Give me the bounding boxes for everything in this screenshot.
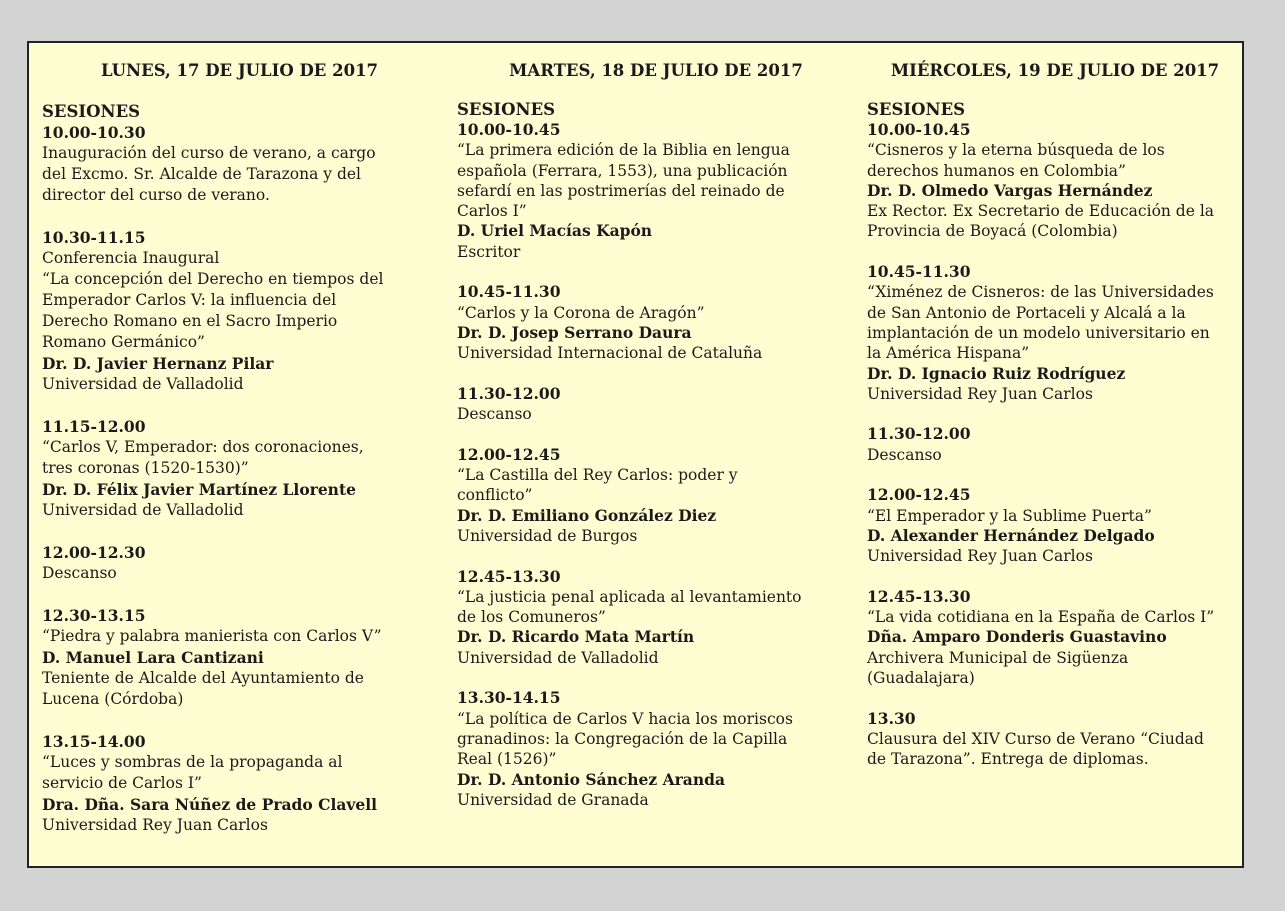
session-title-line: “Cisneros y la eterna búsqueda de los <box>867 141 1165 160</box>
speaker-affiliation: Universidad de Burgos <box>457 526 638 545</box>
session-time: 11.15-12.00 <box>42 417 146 436</box>
speaker-affiliation: Teniente de Alcalde del Ayuntamiento de <box>42 669 364 687</box>
session-title-line: derechos humanos en Colombia” <box>867 161 1126 180</box>
session-time: 12.30-13.15 <box>42 606 146 625</box>
speaker-name: Dr. D. Ignacio Ruiz Rodríguez <box>867 363 1126 383</box>
session-title-line: de San Antonio de Portaceli y Alcalá a la <box>867 303 1186 322</box>
speaker-affiliation: Universidad Internacional de Cataluña <box>457 344 763 363</box>
speaker-affiliation: Universidad Rey Juan Carlos <box>867 384 1093 403</box>
speaker-name: D. Uriel Macías Kapón <box>457 221 653 241</box>
session-entry <box>42 605 437 710</box>
session-title-line: Conferencia Inaugural <box>42 249 220 267</box>
session-title-line: conflicto” <box>457 486 533 505</box>
session-title-line: implantación de un modelo universitario en <box>867 323 1210 342</box>
session-title-line: Clausura del XIV Curso de Verano “Ciudad <box>867 729 1204 748</box>
day-heading: MARTES, 18 DE JULIO DE 2017 <box>509 61 803 80</box>
session-time: 13.30-14.15 <box>457 688 561 708</box>
session-title-line: Descanso <box>42 564 117 582</box>
speaker-affiliation: Lucena (Córdoba) <box>42 690 184 708</box>
session-title-line: de Tarazona”. Entrega de diplomas. <box>867 750 1149 769</box>
session-time: 13.30 <box>867 708 916 728</box>
session-entry <box>457 688 855 810</box>
session-title-line: Derecho Romano en el Sacro Imperio <box>42 312 338 330</box>
speaker-name: Dr. D. Antonio Sánchez Aranda <box>457 769 726 789</box>
speaker-name: D. Alexander Hernández Delgado <box>867 525 1155 545</box>
session-title-line: Inauguración del curso de verano, a cargo <box>42 144 376 162</box>
session-entry <box>42 416 437 521</box>
speaker-name: Dr. D. Olmedo Vargas Hernández <box>867 180 1153 200</box>
session-title-line: española (Ferrara, 1553), una publicación <box>457 161 788 180</box>
session-title-line: “Piedra y palabra manierista con Carlos V” <box>42 627 382 645</box>
session-entry <box>457 445 855 546</box>
day-heading: MIÉRCOLES, 19 DE JULIO DE 2017 <box>890 61 1220 80</box>
session-title-line: “La vida cotidiana en la España de Carlos I” <box>867 608 1215 627</box>
session-entry <box>867 424 1243 465</box>
session-time: 11.30-12.00 <box>867 424 971 444</box>
session-time: 12.00-12.30 <box>42 543 146 562</box>
session-entry <box>42 227 437 395</box>
session-entry <box>867 120 1243 242</box>
speaker-affiliation: (Guadalajara) <box>867 669 975 688</box>
session-title-line: servicio de Carlos I” <box>42 774 202 792</box>
session-title-line: “La justicia penal aplicada al levantamiento <box>457 587 802 606</box>
session-entry <box>42 731 437 836</box>
speaker-affiliation: Provincia de Boyacá (Colombia) <box>867 222 1118 241</box>
day-column-wednesday <box>867 43 1243 790</box>
sessions-label: SESIONES <box>457 100 556 119</box>
session-entry <box>867 485 1243 566</box>
session-time: 10.45-11.30 <box>867 262 971 282</box>
speaker-affiliation: Universidad Rey Juan Carlos <box>42 816 268 834</box>
session-title-line: “La primera edición de la Biblia en lengua <box>457 141 790 160</box>
session-title-line: la América Hispana” <box>867 344 1030 363</box>
speaker-name: Dr. D. Emiliano González Diez <box>457 505 717 525</box>
session-time: 12.45-13.30 <box>457 566 561 586</box>
speaker-name: D. Manuel Lara Cantizani <box>42 648 264 667</box>
session-title-line: “El Emperador y la Sublime Puerta” <box>867 506 1152 525</box>
session-title-line: tres coronas (1520-1530)” <box>42 459 249 477</box>
speaker-name: Dr. D. Félix Javier Martínez Llorente <box>42 480 356 499</box>
sessions-label: SESIONES <box>867 100 966 119</box>
session-time: 11.30-12.00 <box>457 383 561 403</box>
session-entry <box>867 262 1243 404</box>
speaker-name: Dr. D. Josep Serrano Daura <box>457 322 692 342</box>
speaker-name: Dra. Dña. Sara Núñez de Prado Clavell <box>42 795 378 814</box>
session-title-line: Descanso <box>867 445 942 464</box>
session-entry <box>457 567 855 668</box>
session-entry <box>867 709 1243 770</box>
session-time: 12.00-12.45 <box>867 485 971 505</box>
sessions-label: SESIONES <box>42 102 141 121</box>
session-title-line: del Excmo. Sr. Alcalde de Tarazona y del <box>42 165 361 183</box>
session-title-line: “La Castilla del Rey Carlos: poder y <box>457 466 738 485</box>
session-entry <box>457 282 855 363</box>
session-title-line: “Ximénez de Cisneros: de las Universidades <box>867 283 1214 302</box>
session-title-line: Emperador Carlos V: la influencia del <box>42 291 337 309</box>
session-title-line: Carlos I” <box>457 202 527 221</box>
session-time: 10.00-10.45 <box>867 120 971 139</box>
day-heading: LUNES, 17 DE JULIO DE 2017 <box>100 61 379 80</box>
program-panel <box>27 41 1244 868</box>
session-title-line: “Carlos V, Emperador: dos coronaciones, <box>42 438 364 456</box>
session-title-line: “La concepción del Derecho en tiempos del <box>42 270 384 288</box>
speaker-affiliation: Universidad de Valladolid <box>42 501 244 519</box>
session-time: 12.45-13.30 <box>867 586 971 606</box>
session-time: 10.00-10.30 <box>42 123 146 142</box>
speaker-affiliation: Escritor <box>457 242 521 261</box>
speaker-affiliation: Universidad de Granada <box>457 790 649 809</box>
session-title-line: Descanso <box>457 405 532 424</box>
session-entry <box>457 120 855 262</box>
session-entry <box>457 384 855 425</box>
speaker-affiliation: Universidad Rey Juan Carlos <box>867 547 1093 566</box>
session-time: 10.45-11.30 <box>457 282 561 302</box>
speaker-name: Dr. D. Ricardo Mata Martín <box>457 627 695 647</box>
session-title-line: director del curso de verano. <box>42 186 270 204</box>
session-title-line: sefardí en las postrimerías del reinado de <box>457 181 785 200</box>
session-title-line: “Carlos y la Corona de Aragón” <box>457 303 705 322</box>
session-time: 10.30-11.15 <box>42 228 146 247</box>
day-column-tuesday <box>457 43 855 830</box>
session-entry <box>42 542 437 584</box>
speaker-affiliation: Universidad de Valladolid <box>42 375 244 393</box>
session-time: 13.15-14.00 <box>42 732 146 751</box>
session-title-line: “La política de Carlos V hacia los moriscos <box>457 709 793 728</box>
speaker-affiliation: Universidad de Valladolid <box>457 648 659 667</box>
speaker-name: Dña. Amparo Donderis Guastavino <box>867 627 1167 647</box>
session-entry <box>867 587 1243 688</box>
session-time: 12.00-12.45 <box>457 444 561 464</box>
session-title-line: “Luces y sombras de la propaganda al <box>42 753 343 771</box>
session-title-line: Romano Germánico” <box>42 333 205 351</box>
session-title-line: Real (1526)” <box>457 750 557 769</box>
speaker-name: Dr. D. Javier Hernanz Pilar <box>42 354 274 373</box>
session-time: 10.00-10.45 <box>457 120 561 139</box>
speaker-affiliation: Ex Rector. Ex Secretario de Educación de la <box>867 202 1215 221</box>
day-column-monday <box>42 43 437 857</box>
session-entry <box>42 122 437 206</box>
session-title-line: granadinos: la Congregación de la Capilla <box>457 729 788 748</box>
speaker-affiliation: Archivera Municipal de Sigüenza <box>867 648 1129 667</box>
session-title-line: de los Comuneros” <box>457 608 606 627</box>
